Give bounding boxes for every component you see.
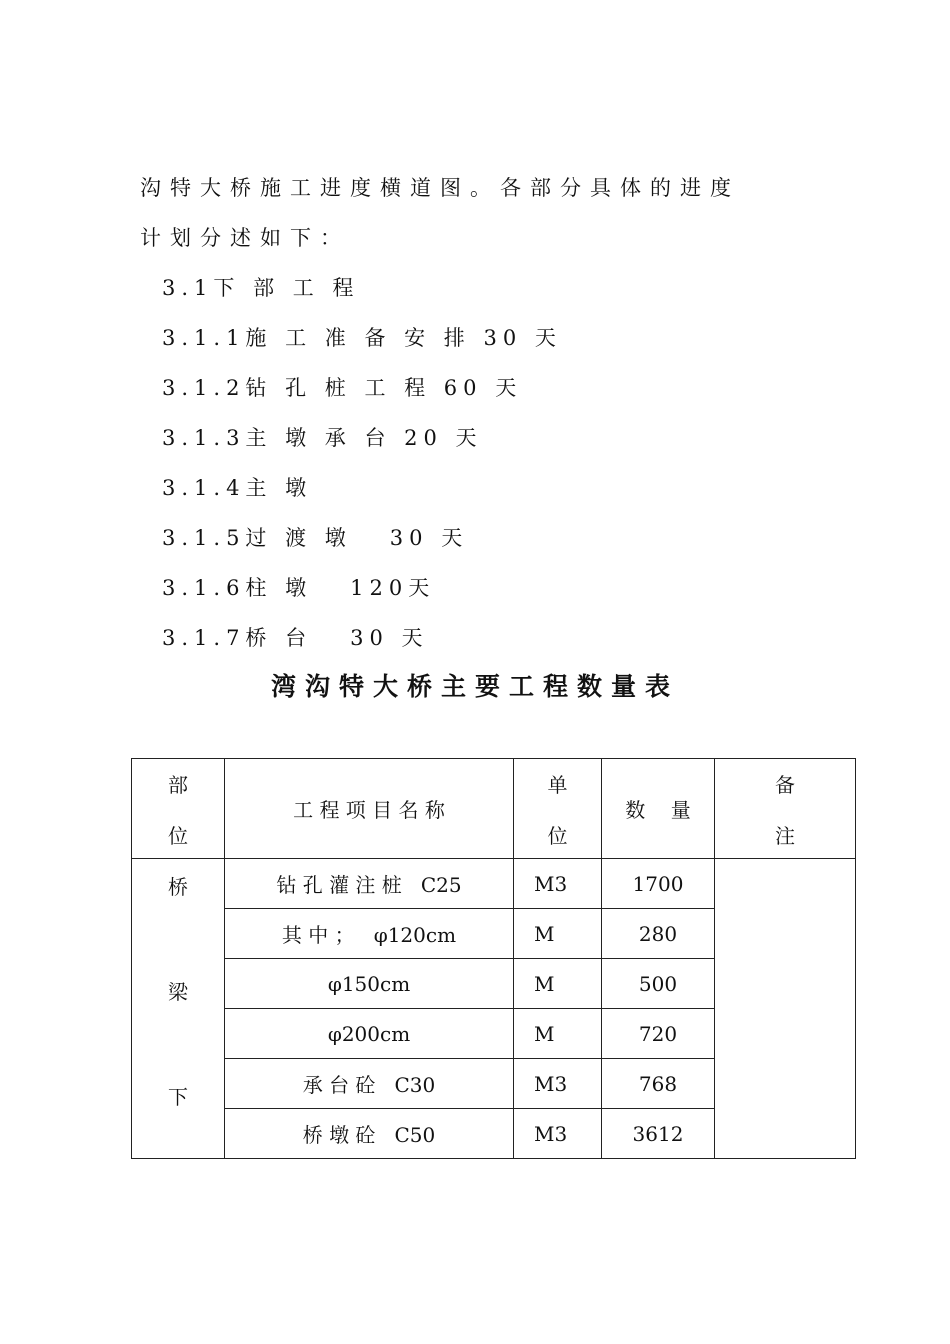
row-qty: 280	[602, 909, 715, 959]
row-name: 承 台 砼 C30	[225, 1059, 514, 1109]
section-3-1-6: 3.1.6柱 墩 120天	[162, 576, 436, 600]
section-3-1-7: 3.1.7桥 台 30 天	[162, 626, 429, 650]
row-name: φ200cm	[225, 1009, 514, 1059]
section-3-1: 3.1下 部 工 程	[162, 276, 360, 300]
header-part-top: 部	[168, 772, 188, 797]
row-name: 钻 孔 灌 注 桩 C25	[225, 859, 514, 909]
section-3-1-5: 3.1.5过 渡 墩 30 天	[162, 526, 469, 550]
intro-line-1: 沟特大桥施工进度横道图。各部分具体的进度	[140, 176, 740, 200]
row-unit: M3	[514, 1109, 602, 1159]
intro-line-2: 计划分述如下：	[140, 226, 350, 250]
row-unit: M	[514, 909, 602, 959]
quantity-table	[131, 758, 856, 1159]
row-unit: M3	[514, 1059, 602, 1109]
header-qty-text: 数 量	[625, 798, 691, 822]
row-qty: 768	[602, 1059, 715, 1109]
section-3-1-2: 3.1.2钻 孔 桩 工 程 60 天	[162, 376, 523, 400]
section-3-1-4: 3.1.4主 墩	[162, 476, 313, 500]
row-unit: M	[514, 1009, 602, 1059]
table-title: 湾沟特大桥主要工程数量表	[270, 672, 679, 701]
header-part	[132, 759, 225, 859]
part-char-2: 梁	[168, 980, 188, 1004]
header-unit	[514, 759, 602, 859]
header-unit-top: 单	[547, 772, 568, 797]
header-remark	[715, 759, 856, 859]
header-remark-top: 备	[775, 772, 795, 797]
part-cell	[132, 859, 225, 1159]
row-name: 桥 墩 砼 C50	[225, 1109, 514, 1159]
header-name	[225, 759, 514, 859]
table-row	[132, 859, 856, 909]
row-unit: M3	[514, 859, 602, 909]
row-name: 其 中 ； φ120cm	[225, 909, 514, 959]
row-qty: 1700	[602, 859, 715, 909]
row-name: φ150cm	[225, 959, 514, 1009]
row-unit: M	[514, 959, 602, 1009]
section-3-1-3: 3.1.3主 墩 承 台 20 天	[162, 426, 483, 450]
row-qty: 3612	[602, 1109, 715, 1159]
header-name-text: 工 程 项 目 名 称	[293, 798, 445, 822]
header-part-bottom: 位	[168, 823, 188, 848]
remark-cell	[715, 859, 856, 1159]
section-3-1-1: 3.1.1施 工 准 备 安 排 30 天	[162, 326, 562, 350]
table-header-row	[132, 759, 856, 859]
row-qty: 500	[602, 959, 715, 1009]
part-char-3: 下	[168, 1085, 188, 1109]
header-unit-bottom: 位	[547, 823, 568, 848]
header-remark-bottom: 注	[775, 823, 795, 848]
part-char-1: 桥	[168, 875, 188, 899]
header-qty	[602, 759, 715, 859]
row-qty: 720	[602, 1009, 715, 1059]
